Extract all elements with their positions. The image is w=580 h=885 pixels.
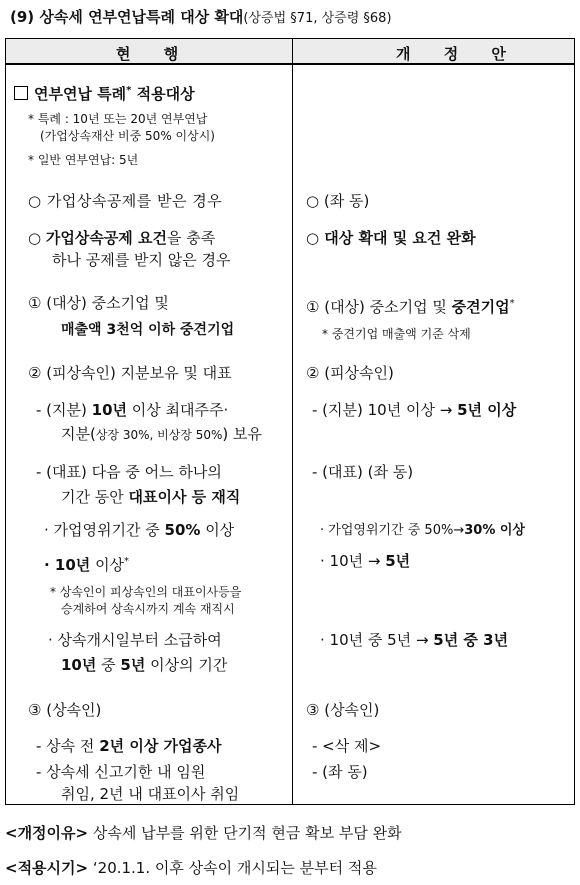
current-ceo-note-2: 승계하여 상속시까지 계속 재직시: [61, 602, 235, 616]
current-target: ① (대상) 중소기업 및: [28, 294, 169, 312]
proposed-ceo-option-2: · 10년 → 5년: [320, 552, 411, 570]
proposed-heir: ③ (상속인): [306, 701, 380, 719]
proposed-ceo-option-1: · 가업영위기간 중 50%→30% 이상: [320, 523, 525, 538]
revision-reason-label: <개정이유>: [5, 824, 89, 842]
current-heading: 연부연납 특례* 적용대상: [14, 81, 195, 104]
header-current: 현 행: [116, 45, 193, 63]
proposed-target: ① (대상) 중소기업 및 중견기업*: [306, 298, 515, 316]
current-heir: ③ (상속인): [28, 701, 102, 719]
table-header: [6, 39, 574, 65]
proposed-decedent: ② (피상속인): [306, 364, 394, 382]
note-general: * 일반 연부연납: 5년: [28, 153, 139, 167]
current-share: - (지분) 10년 이상 최대주주·: [36, 401, 229, 419]
current-decedent: ② (피상속인) 지분보유 및 대표: [28, 364, 232, 382]
current-heir-req-1: - 상속 전 2년 이상 가업종사: [36, 737, 222, 755]
proposed-heir-req-1: - <삭 제>: [312, 737, 382, 755]
current-target-detail: 매출액 3천억 이하 중견기업: [61, 322, 235, 338]
comparison-table: [5, 38, 575, 805]
checkbox-square-icon: [14, 86, 28, 100]
effective-date: [5, 857, 377, 878]
current-ceo-detail: 기간 동안 대표이사 등 재직: [61, 488, 241, 506]
current-item-requirement-2: 하나 공제를 받지 않은 경우: [52, 251, 231, 269]
proposed-ceo: - (대표) (좌 동): [312, 463, 414, 481]
current-ceo-option-3-detail: 10년 중 5년 이상의 기간: [61, 656, 228, 674]
effective-date-text: ‘20.1.1. 이후 상속이 개시되는 분부터 적용: [88, 859, 377, 877]
current-ceo-option-2: · 10년 이상*: [44, 556, 130, 574]
current-heir-req-2: - 상속세 신고기한 내 임원: [36, 763, 206, 781]
revision-reason: [5, 822, 402, 843]
proposed-item-expansion: ○ 대상 확대 및 요건 완화: [306, 229, 476, 247]
current-ceo-option-1: · 가업영위기간 중 50% 이상: [44, 521, 235, 539]
proposed-share: - (지분) 10년 이상 → 5년 이상: [312, 401, 517, 419]
law-reference: (상증법 §71, 상증령 §68): [243, 11, 392, 26]
section-title-main: (9) 상속세 연부연납특례 대상 확대: [10, 8, 244, 26]
revision-reason-text: 상속세 납부를 위한 단기적 현금 확보 부담 완화: [88, 824, 402, 842]
section-title: [10, 6, 392, 27]
note-special: * 특례 : 10년 또는 20년 연부연납: [28, 112, 208, 126]
current-ceo-option-3: · 상속개시일부터 소급하여: [48, 631, 222, 649]
column-divider: [292, 39, 293, 804]
note-special-cond: (가업상속재산 비중 50% 이상시): [40, 129, 215, 143]
header-proposed: 개 정 안: [396, 45, 520, 63]
current-heir-req-2-detail: 취임, 2년 내 대표이사 취임: [61, 785, 240, 803]
current-ceo-note: * 상속인이 피상속인의 대표이사등을: [50, 585, 242, 599]
current-item-requirement: ○ 가업상속공제 요건을 충족: [28, 229, 216, 247]
effective-date-label: <적용시기>: [5, 859, 89, 877]
current-ceo: - (대표) 다음 중 어느 하나의: [36, 463, 222, 481]
proposed-target-note: * 중견기업 매출액 기준 삭제: [322, 327, 471, 341]
proposed-item-deduction: ○ (좌 동): [306, 192, 370, 210]
proposed-ceo-option-3: · 10년 중 5년 → 5년 중 3년: [320, 631, 509, 649]
proposed-heir-req-2: - (좌 동): [312, 763, 368, 781]
current-share-detail: 지분(상장 30%, 비상장 50%) 보유: [61, 425, 263, 443]
current-item-deduction: ○ 가업상속공제를 받은 경우: [28, 192, 223, 210]
